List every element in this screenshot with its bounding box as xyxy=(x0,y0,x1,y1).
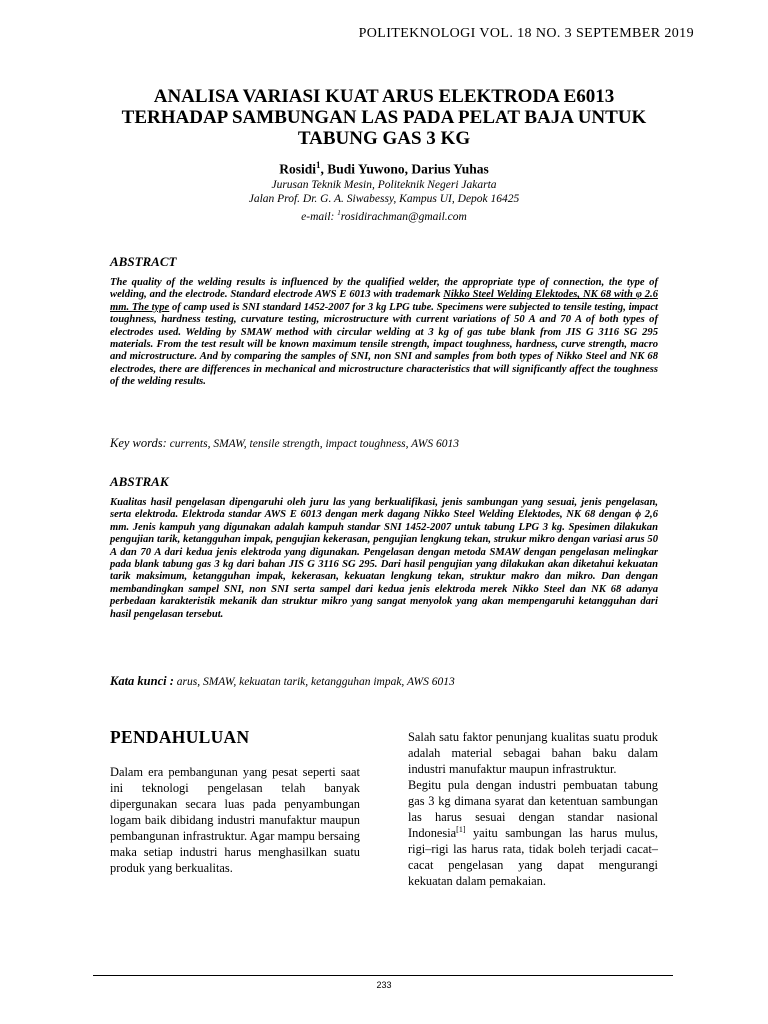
abstract-underlined-text: Nikko Steel Welding Elektodes, NK 68 with φ 2.6 mm. The type xyxy=(110,289,658,313)
author-others: , Budi Yuwono, Darius Yuhas xyxy=(320,161,489,177)
paper-title xyxy=(0,86,768,149)
abstract-keywords xyxy=(110,436,658,451)
abstrak-body: Kualitas hasil pengelasan dipengaruhi oleh juru las yang berkualifikasi, jenis sambungan yang sesuai, jenis pengelasan, serta elektroda. Elektroda standar AWS E 6013 dengan merk dagang Nikko Steel Welding Elektodes, NK 68 dengan ϕ 2,6 mm. Jenis kampuh yang digunakan adalah kampuh standar SNI 1452-2007 untuk tabung LPG 3 kg. Spesimen dilakukan pengujian tarik, ketangguhan impak, pengujian kekerasan, pengujian lengkung tekan, strukur mikro dengan variasi arus 50 A dan 70 A dari kedua jenis elektroda yang digunakan. Pengelasan dengan metoda SMAW dengan pengelasan melingkar pada blank tabung gas 3 kg dari bahan JIS G 3116 SG 295. Dari hasil pengujian yang dilakukan akan diketahui kekuatan tarik maksimum, ketangguhan impak, kekerasan, kekuatan lengkung tekan, struktur makro dan mikro. Dan dengan membandingkan sampel SNI, non SNI serta sampel dari kedua jenis elektroda merek Nikko Steel dan NK 68 adanya perbedaan karakteristik mekanik dan struktur mikro yang sangat menyolok yang akan mempengaruhi ketangguhan dari hasil pengelasan tersebut. xyxy=(110,497,658,620)
abstract-heading: ABSTRACT xyxy=(110,254,177,269)
kata-kunci-values: arus, SMAW, kekuatan tarik, ketangguhan impak, AWS 6013 xyxy=(173,676,455,688)
email-address: rosidirachman@gmail.com xyxy=(340,210,467,223)
section-heading-pendahuluan: PENDAHULUAN xyxy=(110,727,250,747)
abstract-text-part-2: of camp used is SNI standard 1452-2007 for 3 kg LPG tube. Specimens were subjected to tensile testing, impact toughness, hardness testing, curvature testing, microstructure with current variations of 50 A and 70 A of both types of electrodes used. Welding by SMAW method with circular welding at 3 kg of gas tube blank from JIS G 3116 SG 295 materials. From the test result will be known maximum tensile strength, impact toughness, hardness, curve strength, macro and microstructure. And by comparing the samples of SNI, non SNI and samples from both types of Nikko Steel and NK 68 electrodes, there are differences in mechanical and microstructure characteristics that will significantly affect the toughness of the welding results. xyxy=(110,301,658,388)
citation-ref[interactable]: [1] xyxy=(456,824,466,834)
intro-left-paragraph: Dalam era pembangunan yang pesat seperti saat ini teknologi pengelasan telah banyak dipergunakan secara luas pada penyambungan logam baik dibidang industri manufaktur maupun pembangunan infrastruktur. Agar mampu bersaing maka setiap industri harus menghasilkan suatu produk yang berkualitas. xyxy=(110,765,360,875)
affiliation-email xyxy=(0,206,768,224)
intro-right-paragraph-1: Salah satu faktor penunjang kualitas suatu produk adalah material sebagai bahan baku dalam industri manufaktur maupun infrastruktur. xyxy=(408,730,658,776)
journal-header: POLITEKNOLOGI VOL. 18 NO. 3 SEPTEMBER 2019 xyxy=(358,26,694,41)
intro-right-column xyxy=(408,729,658,889)
title-line-1: ANALISA VARIASI KUAT ARUS ELEKTRODA E6013 xyxy=(153,86,615,107)
author-affiliation-mark: 1 xyxy=(315,160,321,170)
page-number: 233 xyxy=(376,980,392,990)
email-mark: 1 xyxy=(337,209,341,217)
keywords-values: currents, SMAW, tensile strength, impact toughness, AWS 6013 xyxy=(166,438,459,450)
abstrak-keywords xyxy=(110,674,658,689)
intro-left-column xyxy=(110,764,360,876)
intro-right-text-a: Begitu pula dengan industri pembuatan tabung gas 3 kg dimana syarat dan ketentuan sambungan las harus sesuai dengan standar nasional Indonesia xyxy=(408,778,658,840)
affiliation-department: Jurusan Teknik Mesin, Politeknik Negeri Jakarta xyxy=(271,179,497,191)
author-list xyxy=(0,160,768,178)
abstract-text-part-1: The quality of the welding results is influenced by the qualified welder, the appropriate type of connection, the type of welding, and the electrode. Standard electrode AWS E 6013 with trademark xyxy=(110,277,658,301)
abstract-body xyxy=(110,277,658,389)
author-first: Rosidi xyxy=(279,161,316,177)
kata-kunci-label: Kata kunci : xyxy=(110,674,174,688)
email-label: e-mail: xyxy=(301,210,338,223)
intro-right-paragraph-2 xyxy=(408,777,658,889)
title-line-2: TERHADAP SAMBUNGAN LAS PADA PELAT BAJA UNTUK xyxy=(121,107,647,128)
intro-right-text-b: yaitu sambungan las harus mulus, rigi–rigi las harus rata, tidak boleh terjadi cacat–cacat pengelasan yang dapat mengurangi kekuatan dalam pemakaian. xyxy=(408,826,658,888)
abstrak-heading: ABSTRAK xyxy=(110,474,169,489)
keywords-label: Key words: xyxy=(110,436,167,450)
affiliation-block xyxy=(0,178,768,224)
affiliation-address: Jalan Prof. Dr. G. A. Siwabessy, Kampus UI, Depok 16425 xyxy=(248,193,520,205)
footer-rule xyxy=(93,975,673,976)
title-line-3: TABUNG GAS 3 KG xyxy=(297,128,471,149)
